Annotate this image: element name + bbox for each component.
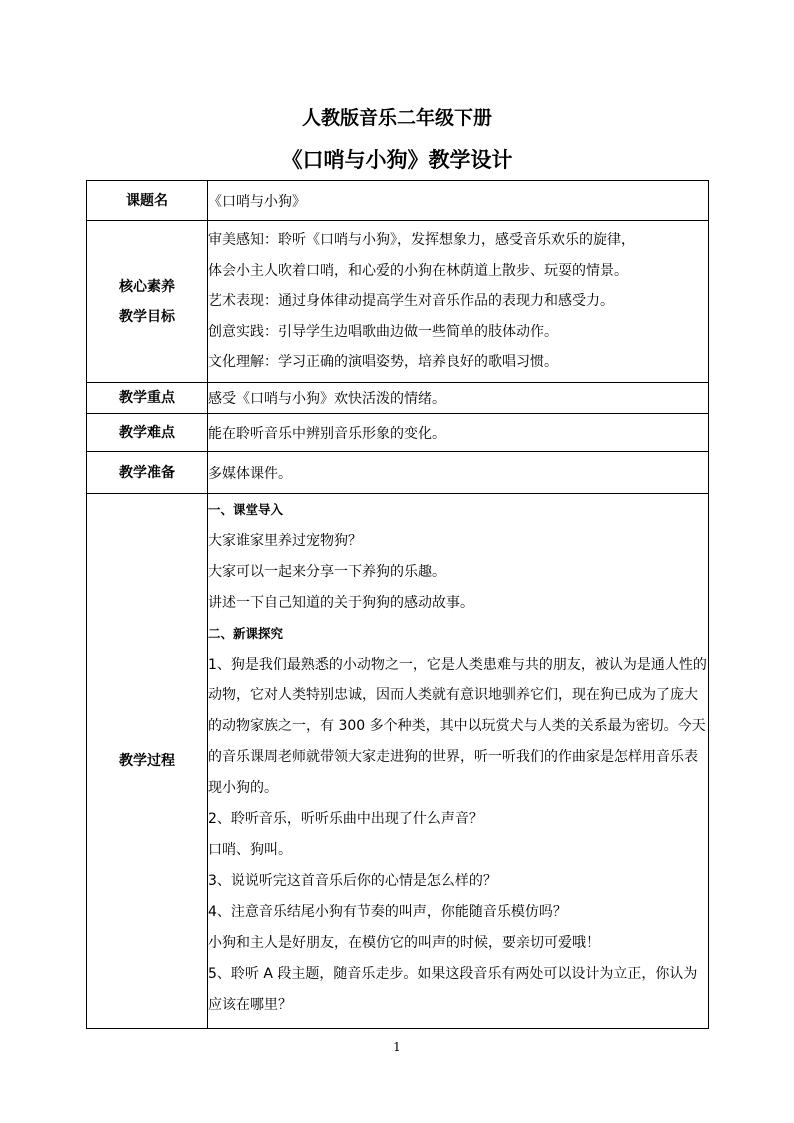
difficulty-value: 能在聆听音乐中辨别音乐形象的变化。 (208, 414, 709, 452)
intro-line: 讲述一下自己知道的关于狗狗的感动故事。 (208, 594, 474, 611)
goals-label-line1: 核心素养 (119, 278, 175, 295)
goal-line: 创意实践：引导学生边唱歌曲边做一些简单的肢体动作。 (208, 323, 558, 340)
goals-label (87, 221, 208, 383)
goals-value (208, 221, 709, 383)
process-value (208, 494, 709, 1029)
goals-label-line2: 教学目标 (119, 308, 175, 325)
process-row (87, 494, 709, 1029)
section-heading: 二、新课探究 (208, 625, 284, 641)
goal-line: 文化理解：学习正确的演唱姿势，培养良好的歌唱习惯。 (208, 354, 558, 371)
topic-value: 《口哨与小狗》 (208, 181, 709, 221)
difficulty-label: 教学难点 (87, 414, 208, 452)
intro-line: 大家可以一起来分享一下养狗的乐趣。 (208, 563, 446, 580)
section-heading: 一、课堂导入 (208, 502, 284, 517)
process-answer: 小狗和主人是好朋友，在模仿它的叫声的时候，要亲切可爱哦！ (208, 934, 600, 951)
process-answer: 口哨、狗叫。 (208, 841, 292, 858)
lesson-plan-table (86, 180, 709, 1029)
process-item: 5、聆听 A 段主题，随音乐走步。如果这段音乐有两处可以设计为立正，你认为应该在哪里？ (208, 965, 698, 1013)
key-point-row (87, 383, 709, 414)
intro-line: 大家谁家里养过宠物狗？ (208, 532, 362, 549)
process-label: 教学过程 (87, 494, 208, 1029)
preparation-label: 教学准备 (87, 452, 208, 494)
process-item: 2、聆听音乐，听听乐曲中出现了什么声音？ (208, 811, 483, 828)
process-item: 3、说说听完这首音乐后你的心情是怎么样的？ (208, 872, 497, 889)
goal-line: 体会小主人吹着口哨，和心爱的小狗在林荫道上散步、玩耍的情景。 (208, 262, 628, 279)
goals-row (87, 221, 709, 383)
difficulty-row (87, 414, 709, 452)
preparation-value: 多媒体课件。 (208, 452, 709, 494)
topic-label: 课题名 (87, 181, 208, 221)
topic-row (87, 181, 709, 221)
key-point-value: 感受《口哨与小狗》欢快活泼的情绪。 (208, 383, 709, 414)
page-number: 1 (393, 1040, 401, 1054)
goal-line: 审美感知：聆听《口哨与小狗》，发挥想象力，感受音乐欢乐的旋律， (208, 232, 635, 249)
process-item: 4、注意音乐结尾小狗有节奏的叫声，你能随音乐模仿吗？ (208, 903, 567, 920)
document-title: 人教版音乐二年级下册 (301, 107, 492, 129)
key-point-label: 教学重点 (87, 383, 208, 414)
document-subtitle: 《口哨与小狗》教学设计 (281, 148, 513, 172)
preparation-row (87, 452, 709, 494)
goal-line: 艺术表现：通过身体律动提高学生对音乐作品的表现力和感受力。 (208, 293, 614, 310)
process-paragraph: 1、狗是我们最熟悉的小动物之一，它是人类患难与共的朋友，被认为是通人性的动物，它对人类特别忠诚，因而人类就有意识地驯养它们，现在狗已成为了庞大的动物家族之一，有 300 多个种类，其中以玩赏犬与人类的关系最为密切。今天的音乐课周老师就带领大家走进狗的世界，听一听我们的作曲家是怎样用音乐表现小狗的。 (208, 656, 707, 797)
